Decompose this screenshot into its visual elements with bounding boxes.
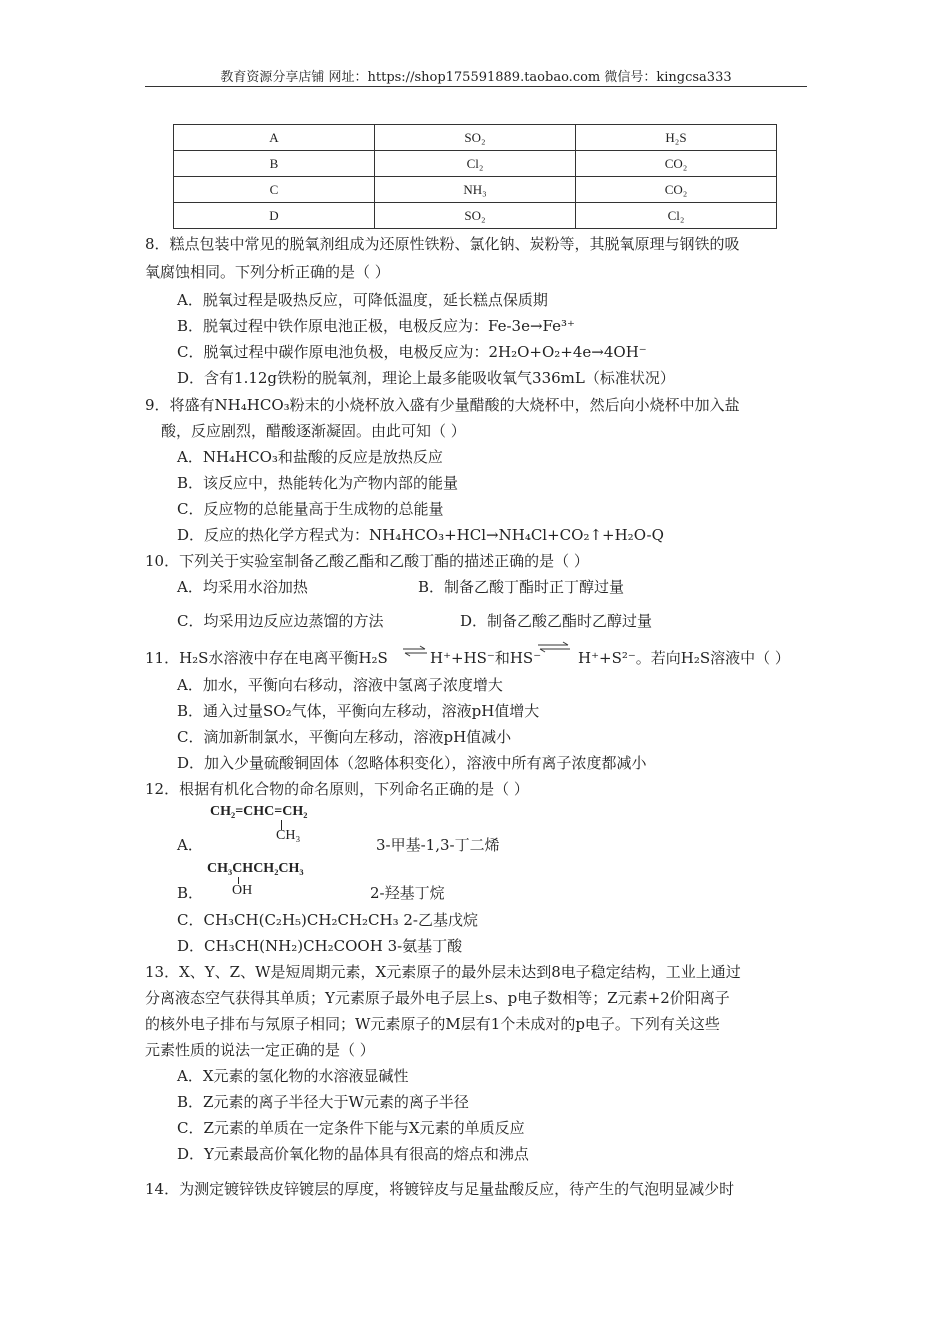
- q9-option-b: B．该反应中，热能转化为产物内部的能量: [177, 474, 459, 492]
- q8-option-c: C．脱氧过程中碳作原电池负极，电极反应为：2H₂O+O₂+4e→4OH⁻: [177, 343, 647, 361]
- header-rule: [145, 86, 807, 87]
- q12-b-name: 2-羟基丁烷: [370, 884, 445, 902]
- table-cell: CO₂: [576, 177, 777, 203]
- q10-option-d: D．制备乙酸乙酯时乙醇过量: [460, 612, 653, 630]
- q13-option-c: C．Z元素的单质在一定条件下能与X元素的单质反应: [177, 1119, 525, 1137]
- q13-option-b: B．Z元素的离子半径大于W元素的离子半径: [177, 1093, 469, 1111]
- q12-option-d: D．CH₃CH(NH₂)CH₂COOH 3-氨基丁酸: [177, 937, 463, 955]
- q12-option-c: C．CH₃CH(C₂H₅)CH₂CH₂CH₃ 2-乙基戊烷: [177, 911, 478, 929]
- q12-b-formula-branch: OH: [232, 883, 253, 898]
- q13-stem-line2: 分离液态空气获得其单质；Y元素原子最外电子层上s、p电子数相等；Z元素+2价阳离子: [145, 989, 730, 1007]
- q13-stem-line4: 元素性质的说法一定正确的是（ ）: [145, 1041, 375, 1059]
- q9-stem-line1: 9．将盛有NH₄HCO₃粉末的小烧杯放入盛有少量醋酸的大烧杯中，然后向小烧杯中加入盐: [145, 396, 740, 414]
- q10-option-c: C．均采用边反应边蒸馏的方法: [177, 612, 384, 630]
- q11-option-c: C．滴加新制氯水，平衡向左移动，溶液pH值减小: [177, 728, 512, 746]
- q13-option-a: A．X元素的氢化物的水溶液显碱性: [177, 1067, 409, 1085]
- q14-stem-line1: 14．为测定镀锌铁皮锌镀层的厚度，将镀锌皮与足量盐酸反应，待产生的气泡明显减少时: [145, 1180, 735, 1198]
- table-row: [174, 151, 777, 177]
- table-cell: C: [174, 177, 375, 203]
- q13-stem-line1: 13．X、Y、Z、W是短周期元素，X元素原子的最外层未达到8电子稳定结构，工业上通过: [145, 963, 741, 981]
- table-cell: D: [174, 203, 375, 229]
- q10-option-a: A．均采用水浴加热: [177, 578, 308, 596]
- q8-option-a: A．脱氧过程是吸热反应，可降低温度，延长糕点保质期: [177, 291, 548, 309]
- q12-b-formula-main: CH₃CHCH₂CH₃: [207, 861, 304, 876]
- q11-stem-part2: H⁺+HS⁻和HS⁻: [430, 649, 542, 667]
- q11-option-b: B．通入过量SO₂气体，平衡向左移动，溶液pH值增大: [177, 702, 540, 720]
- q10-stem: 10．下列关于实验室制备乙酸乙酯和乙酸丁酯的描述正确的是（ ）: [145, 552, 589, 570]
- table-cell: SO₂: [375, 125, 576, 151]
- q9-option-c: C．反应物的总能量高于生成物的总能量: [177, 500, 444, 518]
- options-table: [173, 124, 777, 229]
- q12-a-label: A．: [177, 836, 203, 854]
- table-row: [174, 177, 777, 203]
- q12-a-name: 3-甲基-1,3-丁二烯: [376, 836, 500, 854]
- table-row: [174, 203, 777, 229]
- q13-stem-line3: 的核外电子排布与氖原子相同；W元素原子的M层有1个未成对的p电子。下列有关这些: [145, 1015, 720, 1033]
- q8-option-d: D．含有1.12g铁粉的脱氧剂，理论上最多能吸收氧气336mL（标准状况）: [177, 369, 675, 387]
- table-cell: Cl₂: [576, 203, 777, 229]
- q10-option-b: B．制备乙酸丁酯时正丁醇过量: [418, 578, 625, 596]
- table-cell: H₂S: [576, 125, 777, 151]
- table-cell: Cl₂: [375, 151, 576, 177]
- q8-stem-line2: 氧腐蚀相同。下列分析正确的是（ ）: [145, 263, 390, 281]
- table-cell: CO₂: [576, 151, 777, 177]
- q9-stem-line2: 酸，反应剧烈，醋酸逐渐凝固。由此可知（ ）: [161, 422, 466, 440]
- q9-option-d: D．反应的热化学方程式为：NH₄HCO₃+HCl→NH₄Cl+CO₂↑+H₂O-Q: [177, 526, 664, 544]
- equilibrium-arrow-icon: [401, 644, 429, 658]
- equilibrium-arrow-icon: [536, 638, 572, 656]
- q12-a-formula-main: CH₂=CHC=CH₂: [210, 804, 308, 819]
- table-row: [174, 125, 777, 151]
- q11-stem-part3: H⁺+S²⁻。若向H₂S溶液中（ ）: [578, 649, 790, 667]
- q13-option-d: D．Y元素最高价氧化物的晶体具有很高的熔点和沸点: [177, 1145, 529, 1163]
- q8-option-b: B．脱氧过程中铁作原电池正极，电极反应为：Fe-3e→Fe³⁺: [177, 317, 575, 335]
- table-cell: NH₃: [375, 177, 576, 203]
- page-header: 教育资源分享店铺 网址：https://shop175591889.taobao.com 微信号：kingcsa333: [220, 70, 732, 85]
- q12-stem: 12．根据有机化合物的命名原则，下列命名正确的是（ ）: [145, 780, 529, 798]
- q8-stem-line1: 8．糕点包装中常见的脱氧剂组成为还原性铁粉、氯化钠、炭粉等，其脱氧原理与钢铁的吸: [145, 235, 740, 253]
- table-cell: B: [174, 151, 375, 177]
- table-cell: SO₂: [375, 203, 576, 229]
- q11-option-a: A．加水，平衡向右移动，溶液中氢离子浓度增大: [177, 676, 503, 694]
- q9-option-a: A．NH₄HCO₃和盐酸的反应是放热反应: [177, 448, 443, 466]
- q11-stem-part1: 11．H₂S水溶液中存在电离平衡H₂S: [145, 649, 388, 667]
- q11-option-d: D．加入少量硫酸铜固体（忽略体积变化），溶液中所有离子浓度都减小: [177, 754, 647, 772]
- q12-b-label: B．: [177, 884, 204, 902]
- q12-a-formula-branch: CH₃: [276, 828, 301, 843]
- table-cell: A: [174, 125, 375, 151]
